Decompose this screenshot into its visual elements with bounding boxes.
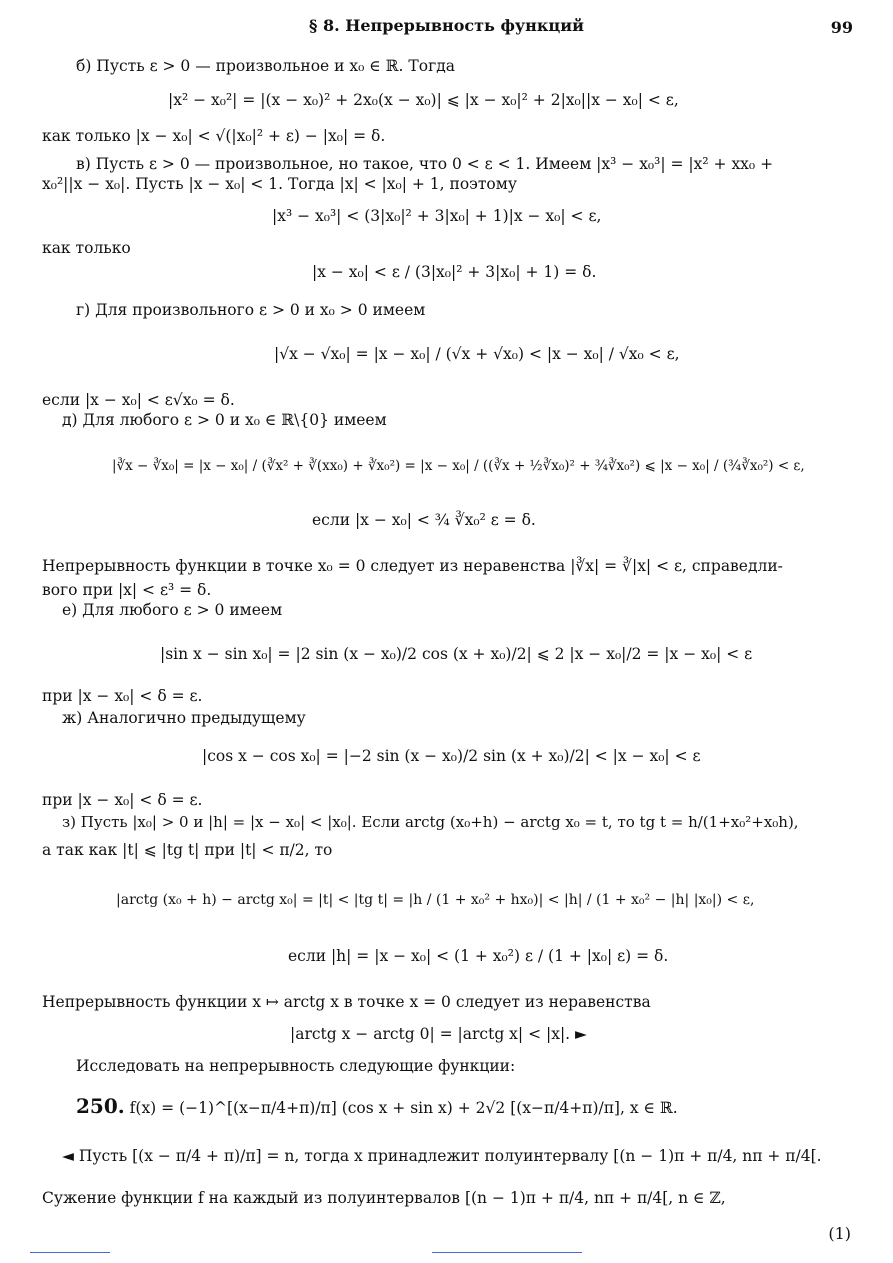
problem-number: 250. bbox=[76, 1094, 125, 1118]
formula-line: если |h| = |x − x₀| < (1 + x₀²) ε / (1 + |x₀| ε) = δ. bbox=[288, 947, 669, 965]
text-line: ◄ Пусть [(x − π/4 + π)/π] = n, тогда x принадлежит полуинтервалу [(n − 1)π + π/4, nπ + π/4[. bbox=[62, 1147, 822, 1165]
text-line: Непрерывность функции x ↦ arctg x в точке x = 0 следует из неравенства bbox=[42, 993, 651, 1011]
text-line: как только |x − x₀| < √(|x₀|² + ε) − |x₀| = δ. bbox=[42, 127, 386, 145]
formula-line: |∛x − ∛x₀| = |x − x₀| / (∛x² + ∛(xx₀) + ∛x₀²) = |x − x₀| / ((∛x + ½∛x₀)² + ¾∛x₀²) ⩽ |x − x₀| / (¾∛x₀²) < ε, bbox=[112, 458, 805, 474]
text-line: ж) Аналогично предыдущему bbox=[62, 709, 306, 727]
formula-line: |x² − x₀²| = |(x − x₀)² + 2x₀(x − x₀)| ⩽ |x − x₀|² + 2|x₀||x − x₀| < ε, bbox=[168, 91, 679, 109]
text-line: е) Для любого ε > 0 имеем bbox=[62, 601, 283, 619]
page-number: 99 bbox=[830, 18, 853, 37]
text-line: д) Для любого ε > 0 и x₀ ∈ ℝ\{0} имеем bbox=[62, 411, 387, 429]
footer-rule bbox=[30, 1252, 110, 1253]
text-line: вого при |x| < ε³ = δ. bbox=[42, 581, 212, 599]
formula-line: если |x − x₀| < ¾ ∛x₀² ε = δ. bbox=[312, 511, 536, 529]
formula-line: |cos x − cos x₀| = |−2 sin (x − x₀)/2 sin (x + x₀)/2| < |x − x₀| < ε bbox=[202, 747, 701, 765]
footer-number: (1) bbox=[828, 1224, 851, 1243]
text-line: Непрерывность функции в точке x₀ = 0 следует из неравенства |∛x| = ∛|x| < ε, справедли- bbox=[42, 557, 783, 575]
text-line: x₀²||x − x₀|. Пусть |x − x₀| < 1. Тогда |x| < |x₀| + 1, поэтому bbox=[42, 175, 517, 193]
text-line: как только bbox=[42, 239, 131, 257]
text-line: б) Пусть ε > 0 — произвольное и x₀ ∈ ℝ. Тогда bbox=[76, 57, 455, 75]
formula-line: |arctg x − arctg 0| = |arctg x| < |x|. ► bbox=[290, 1025, 587, 1043]
formula-line: |√x − √x₀| = |x − x₀| / (√x + √x₀) < |x − x₀| / √x₀ < ε, bbox=[274, 345, 680, 363]
text-line: г) Для произвольного ε > 0 и x₀ > 0 имеем bbox=[76, 301, 426, 319]
text-line: з) Пусть |x₀| > 0 и |h| = |x − x₀| < |x₀|. Если arctg (x₀+h) − arctg x₀ = t, то tg t = h/(1+x₀²+x₀h), bbox=[62, 813, 799, 831]
text-line: в) Пусть ε > 0 — произвольное, но такое, что 0 < ε < 1. Имеем |x³ − x₀³| = |x² + xx₀ + bbox=[76, 155, 774, 173]
text-line: Исследовать на непрерывность следующие функции: bbox=[76, 1057, 516, 1075]
formula-line: |sin x − sin x₀| = |2 sin (x − x₀)/2 cos (x + x₀)/2| ⩽ 2 |x − x₀|/2 = |x − x₀| < ε bbox=[160, 645, 753, 663]
text-line: при |x − x₀| < δ = ε. bbox=[42, 791, 203, 809]
page-title: § 8. Непрерывность функций bbox=[309, 16, 584, 35]
text-line: Сужение функции f на каждый из полуинтервалов [(n − 1)π + π/4, nπ + π/4[, n ∈ ℤ, bbox=[42, 1189, 726, 1207]
formula-line: |arctg (x₀ + h) − arctg x₀| = |t| < |tg t| = |h / (1 + x₀² + hx₀)| < |h| / (1 + x₀² − |h| |x₀|) < ε, bbox=[116, 892, 755, 908]
text-line: если |x − x₀| < ε√x₀ = δ. bbox=[42, 391, 235, 409]
formula-line: |x³ − x₀³| < (3|x₀|² + 3|x₀| + 1)|x − x₀| < ε, bbox=[272, 207, 602, 225]
text-line: а так как |t| ⩽ |tg t| при |t| < π/2, то bbox=[42, 841, 333, 859]
text-line: при |x − x₀| < δ = ε. bbox=[42, 687, 203, 705]
footer-rule bbox=[432, 1252, 582, 1253]
bleed-through-noise bbox=[520, 58, 850, 72]
formula-line: |x − x₀| < ε / (3|x₀|² + 3|x₀| + 1) = δ. bbox=[312, 263, 597, 281]
problem-line bbox=[76, 1096, 678, 1118]
problem-formula: f(x) = (−1)^[(x−π/4+π)/π] (cos x + sin x) + 2√2 [(x−π/4+π)/π], x ∈ ℝ. bbox=[129, 1099, 678, 1117]
